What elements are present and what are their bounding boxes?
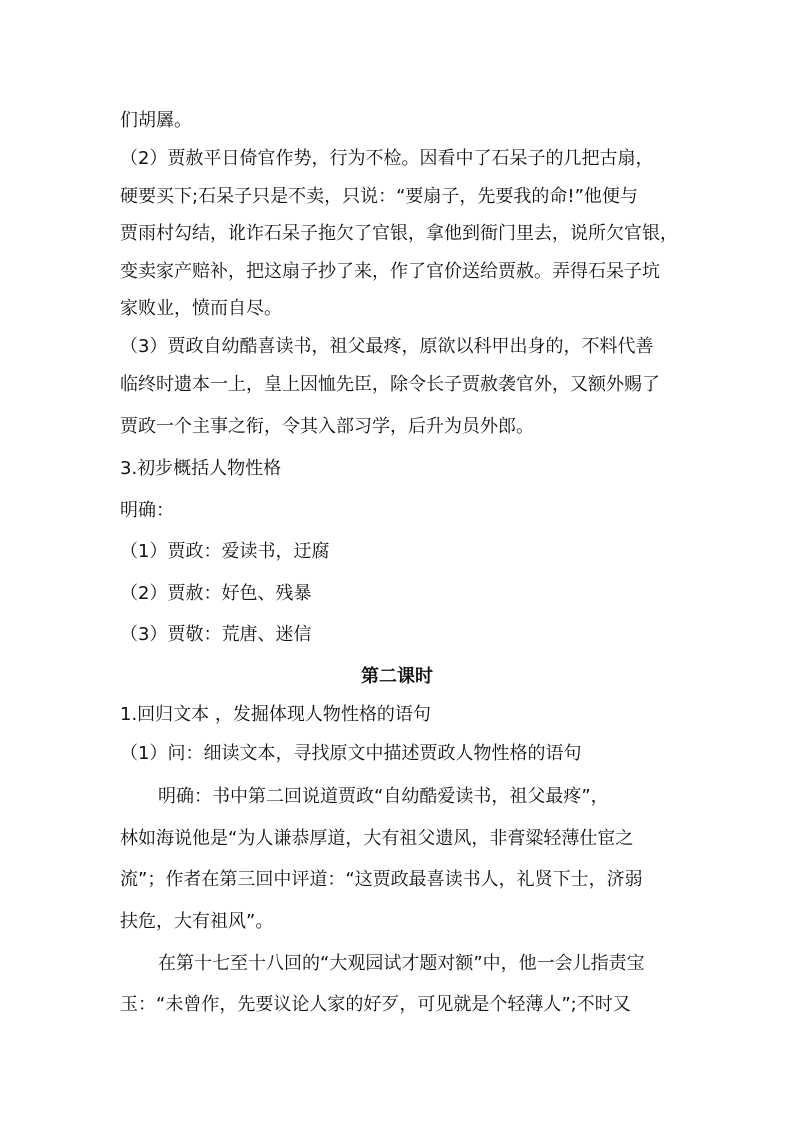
- text-line: 硬要买下;石呆子只是不卖，只说：“要扇子，先要我的命!”他便与: [120, 186, 638, 207]
- text-line: 流”；作者在第三回中评道：“这贾政最喜读书人，礼贤下士，济弱: [120, 869, 643, 890]
- lesson-title: 第二课时: [361, 666, 433, 687]
- text-line: 家败业，愤而自尽。: [120, 298, 282, 319]
- text-line: 贾政一个主事之衔，令其入部习学，后升为员外郎。: [120, 416, 534, 437]
- list-item: （3）贾敬：荒唐、迷信: [120, 624, 312, 645]
- text-line: 变卖家产赔补，把这扇子抄了来，作了官价送给贾赦。弄得石呆子坑: [120, 261, 660, 282]
- text-line: （1）问：细读文本，寻找原文中描述贾政人物性格的语句: [120, 743, 582, 764]
- list-item: （2）贾赦：好色、残暴: [120, 583, 312, 604]
- text-line: （2）贾赦平日倚官作势，行为不检。因看中了石呆子的几把古扇，: [120, 148, 654, 169]
- text-line: 明确：书中第二回说道贾政“自幼酷爱读书，祖父最疼”，: [158, 786, 609, 807]
- text-line: 们胡羼。: [120, 110, 192, 131]
- text-line: 临终时遗本一上，皇上因恤先臣，除令长子贾赦袭官外，又额外赐了: [120, 374, 660, 395]
- text-line: 贾雨村勾结，讹诈石呆子拖欠了官银，拿他到衙门里去，说所欠官银，: [120, 223, 678, 244]
- text-line: 扶危，大有祖风”。: [120, 911, 274, 932]
- section-heading: 1.回归文本 ，发掘体现人物性格的语句: [120, 704, 431, 725]
- list-item: （1）贾政：爱读书，迂腐: [120, 541, 330, 562]
- text-line: 在第十七至十八回的“大观园试才题对额”中，他一会儿指责宝: [158, 953, 645, 974]
- text-line: （3）贾政自幼酷喜读书，祖父最疼，原欲以科甲出身的，不料代善: [120, 336, 654, 357]
- section-heading: 3.初步概括人物性格: [120, 458, 282, 479]
- text-line: 明确：: [120, 500, 174, 521]
- text-line: 玉：“未曾作，先要议论人家的好歹，可见就是个轻薄人”;不时又: [120, 994, 631, 1015]
- text-line: 林如海说他是“为人谦恭厚道，大有祖父遗风，非膏粱轻薄仕宦之: [120, 828, 634, 849]
